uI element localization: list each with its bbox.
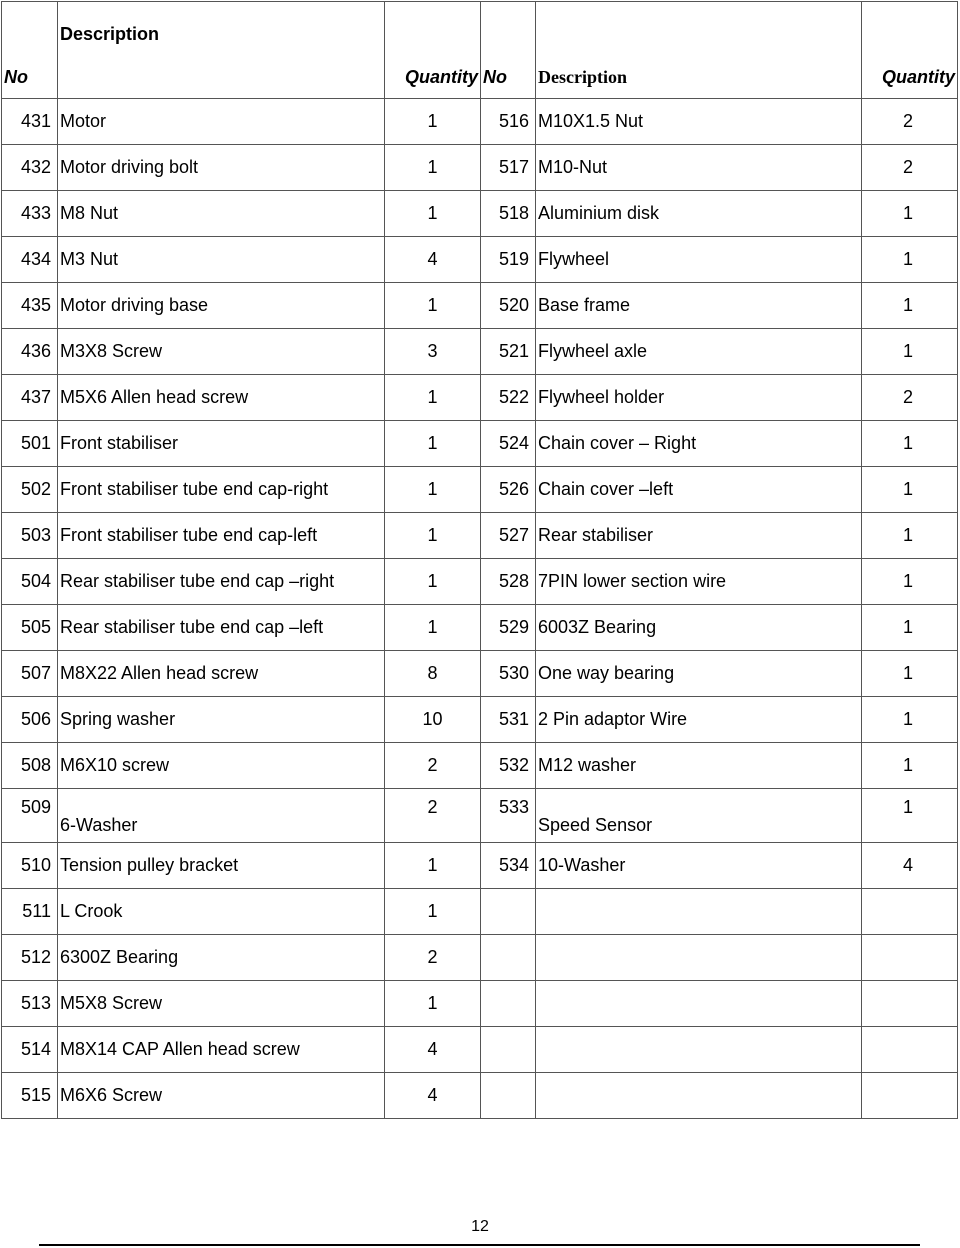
- part-quantity-cell: [862, 1073, 958, 1119]
- part-quantity-cell: 1: [862, 743, 958, 789]
- part-quantity-cell: 1: [862, 559, 958, 605]
- part-description-cell: [536, 1027, 862, 1073]
- part-number-cell: 437: [2, 375, 58, 421]
- table-row: [2, 467, 958, 513]
- header-no-left: No: [2, 2, 58, 99]
- part-number-cell: 519: [481, 237, 536, 283]
- part-number-cell: 506: [2, 697, 58, 743]
- part-number-cell: 533: [481, 789, 536, 843]
- header-description-left: Description: [58, 2, 385, 99]
- part-description-cell: Front stabiliser tube end cap-left: [58, 513, 385, 559]
- part-description-cell: 2 Pin adaptor Wire: [536, 697, 862, 743]
- part-quantity-cell: 8: [385, 651, 481, 697]
- table-row: [2, 1073, 958, 1119]
- part-description-cell: Front stabiliser tube end cap-right: [58, 467, 385, 513]
- part-description-cell: Flywheel holder: [536, 375, 862, 421]
- part-description-cell: M12 washer: [536, 743, 862, 789]
- part-description-cell: Tension pulley bracket: [58, 843, 385, 889]
- part-number-cell: 501: [2, 421, 58, 467]
- part-number-cell: 532: [481, 743, 536, 789]
- part-number-cell: 526: [481, 467, 536, 513]
- part-number-cell: 531: [481, 697, 536, 743]
- part-number-cell: 522: [481, 375, 536, 421]
- part-description-cell: [536, 1073, 862, 1119]
- parts-list-table: [1, 1, 958, 1119]
- part-quantity-cell: 1: [385, 375, 481, 421]
- table-row: [2, 513, 958, 559]
- header-quantity-right: Quantity: [862, 2, 958, 99]
- part-quantity-cell: 2: [385, 935, 481, 981]
- part-quantity-cell: 1: [385, 889, 481, 935]
- part-description-cell: Speed Sensor: [536, 789, 862, 843]
- part-number-cell: 520: [481, 283, 536, 329]
- part-quantity-cell: 1: [385, 467, 481, 513]
- part-quantity-cell: [862, 1027, 958, 1073]
- table-row: [2, 789, 958, 843]
- part-number-cell: 528: [481, 559, 536, 605]
- part-quantity-cell: 1: [385, 559, 481, 605]
- part-number-cell: 509: [2, 789, 58, 843]
- part-quantity-cell: 1: [862, 605, 958, 651]
- part-description-cell: M6X6 Screw: [58, 1073, 385, 1119]
- table-row: [2, 697, 958, 743]
- part-number-cell: 433: [2, 191, 58, 237]
- part-number-cell: 513: [2, 981, 58, 1027]
- part-description-cell: 7PIN lower section wire: [536, 559, 862, 605]
- part-quantity-cell: 2: [385, 743, 481, 789]
- part-number-cell: 510: [2, 843, 58, 889]
- part-quantity-cell: 1: [385, 283, 481, 329]
- part-number-cell: 515: [2, 1073, 58, 1119]
- part-description-cell: 6-Washer: [58, 789, 385, 843]
- part-description-cell: M8 Nut: [58, 191, 385, 237]
- part-quantity-cell: 4: [385, 1073, 481, 1119]
- part-quantity-cell: 1: [385, 145, 481, 191]
- table-header-row: [2, 2, 958, 99]
- part-quantity-cell: 4: [385, 237, 481, 283]
- table-row: [2, 605, 958, 651]
- part-description-cell: Flywheel: [536, 237, 862, 283]
- part-number-cell: 516: [481, 99, 536, 145]
- part-quantity-cell: 1: [385, 843, 481, 889]
- part-description-cell: Rear stabiliser: [536, 513, 862, 559]
- table-row: [2, 283, 958, 329]
- part-description-cell: Motor: [58, 99, 385, 145]
- part-number-cell: [481, 935, 536, 981]
- part-description-cell: 6300Z Bearing: [58, 935, 385, 981]
- part-description-cell: 10-Washer: [536, 843, 862, 889]
- part-number-cell: 514: [2, 1027, 58, 1073]
- table-row: [2, 145, 958, 191]
- part-description-cell: One way bearing: [536, 651, 862, 697]
- part-quantity-cell: 2: [862, 375, 958, 421]
- part-description-cell: M5X6 Allen head screw: [58, 375, 385, 421]
- part-number-cell: 505: [2, 605, 58, 651]
- part-number-cell: [481, 889, 536, 935]
- part-description-cell: Flywheel axle: [536, 329, 862, 375]
- header-description-right: Description: [536, 2, 862, 99]
- part-quantity-cell: 1: [862, 651, 958, 697]
- part-number-cell: 511: [2, 889, 58, 935]
- part-number-cell: 503: [2, 513, 58, 559]
- part-number-cell: 524: [481, 421, 536, 467]
- part-quantity-cell: 2: [862, 145, 958, 191]
- part-number-cell: 507: [2, 651, 58, 697]
- table-row: [2, 981, 958, 1027]
- table-row: [2, 99, 958, 145]
- part-quantity-cell: 1: [385, 605, 481, 651]
- part-number-cell: 435: [2, 283, 58, 329]
- table-row: [2, 843, 958, 889]
- part-number-cell: 436: [2, 329, 58, 375]
- part-quantity-cell: 1: [385, 421, 481, 467]
- part-description-cell: 6003Z Bearing: [536, 605, 862, 651]
- part-description-cell: Motor driving base: [58, 283, 385, 329]
- table-row: [2, 329, 958, 375]
- part-quantity-cell: 1: [385, 99, 481, 145]
- part-quantity-cell: 1: [862, 789, 958, 843]
- part-description-cell: Spring washer: [58, 697, 385, 743]
- part-number-cell: 518: [481, 191, 536, 237]
- part-quantity-cell: 10: [385, 697, 481, 743]
- part-quantity-cell: 1: [862, 329, 958, 375]
- part-description-cell: [536, 935, 862, 981]
- part-description-cell: Aluminium disk: [536, 191, 862, 237]
- part-quantity-cell: 1: [862, 191, 958, 237]
- part-number-cell: 502: [2, 467, 58, 513]
- part-quantity-cell: 1: [862, 697, 958, 743]
- part-quantity-cell: [862, 981, 958, 1027]
- part-number-cell: 431: [2, 99, 58, 145]
- part-number-cell: 517: [481, 145, 536, 191]
- table-row: [2, 1027, 958, 1073]
- part-description-cell: [536, 981, 862, 1027]
- part-quantity-cell: [862, 935, 958, 981]
- part-quantity-cell: 4: [862, 843, 958, 889]
- part-quantity-cell: 1: [385, 191, 481, 237]
- part-quantity-cell: 1: [862, 421, 958, 467]
- table-row: [2, 421, 958, 467]
- part-description-cell: M3X8 Screw: [58, 329, 385, 375]
- part-description-cell: [536, 889, 862, 935]
- part-description-cell: M8X22 Allen head screw: [58, 651, 385, 697]
- part-description-cell: Front stabiliser: [58, 421, 385, 467]
- part-quantity-cell: 1: [862, 467, 958, 513]
- part-description-cell: M3 Nut: [58, 237, 385, 283]
- part-description-cell: Motor driving bolt: [58, 145, 385, 191]
- part-number-cell: 504: [2, 559, 58, 605]
- table-row: [2, 935, 958, 981]
- part-description-cell: M10X1.5 Nut: [536, 99, 862, 145]
- table-row: [2, 375, 958, 421]
- part-description-cell: Rear stabiliser tube end cap –right: [58, 559, 385, 605]
- part-quantity-cell: 1: [385, 513, 481, 559]
- page-number: 12: [471, 1218, 489, 1235]
- part-description-cell: M10-Nut: [536, 145, 862, 191]
- part-number-cell: 530: [481, 651, 536, 697]
- part-number-cell: 521: [481, 329, 536, 375]
- part-number-cell: 512: [2, 935, 58, 981]
- part-number-cell: 432: [2, 145, 58, 191]
- table-row: [2, 651, 958, 697]
- part-number-cell: [481, 981, 536, 1027]
- table-row: [2, 743, 958, 789]
- part-quantity-cell: 1: [385, 981, 481, 1027]
- table-row: [2, 889, 958, 935]
- part-description-cell: Chain cover –left: [536, 467, 862, 513]
- header-quantity-left: Quantity: [385, 2, 481, 99]
- part-description-cell: M5X8 Screw: [58, 981, 385, 1027]
- part-quantity-cell: 2: [385, 789, 481, 843]
- part-quantity-cell: 3: [385, 329, 481, 375]
- part-quantity-cell: 1: [862, 513, 958, 559]
- part-number-cell: 527: [481, 513, 536, 559]
- part-number-cell: 434: [2, 237, 58, 283]
- part-number-cell: [481, 1073, 536, 1119]
- part-quantity-cell: [862, 889, 958, 935]
- part-number-cell: 508: [2, 743, 58, 789]
- part-description-cell: Rear stabiliser tube end cap –left: [58, 605, 385, 651]
- part-quantity-cell: 1: [862, 283, 958, 329]
- table-row: [2, 237, 958, 283]
- part-description-cell: Chain cover – Right: [536, 421, 862, 467]
- part-description-cell: M6X10 screw: [58, 743, 385, 789]
- part-quantity-cell: 1: [862, 237, 958, 283]
- footer-rule: [39, 1244, 920, 1246]
- table-row: [2, 191, 958, 237]
- part-number-cell: [481, 1027, 536, 1073]
- part-number-cell: 534: [481, 843, 536, 889]
- part-quantity-cell: 4: [385, 1027, 481, 1073]
- part-number-cell: 529: [481, 605, 536, 651]
- header-no-right: No: [481, 2, 536, 99]
- part-description-cell: L Crook: [58, 889, 385, 935]
- part-description-cell: M8X14 CAP Allen head screw: [58, 1027, 385, 1073]
- table-row: [2, 559, 958, 605]
- part-description-cell: Base frame: [536, 283, 862, 329]
- part-quantity-cell: 2: [862, 99, 958, 145]
